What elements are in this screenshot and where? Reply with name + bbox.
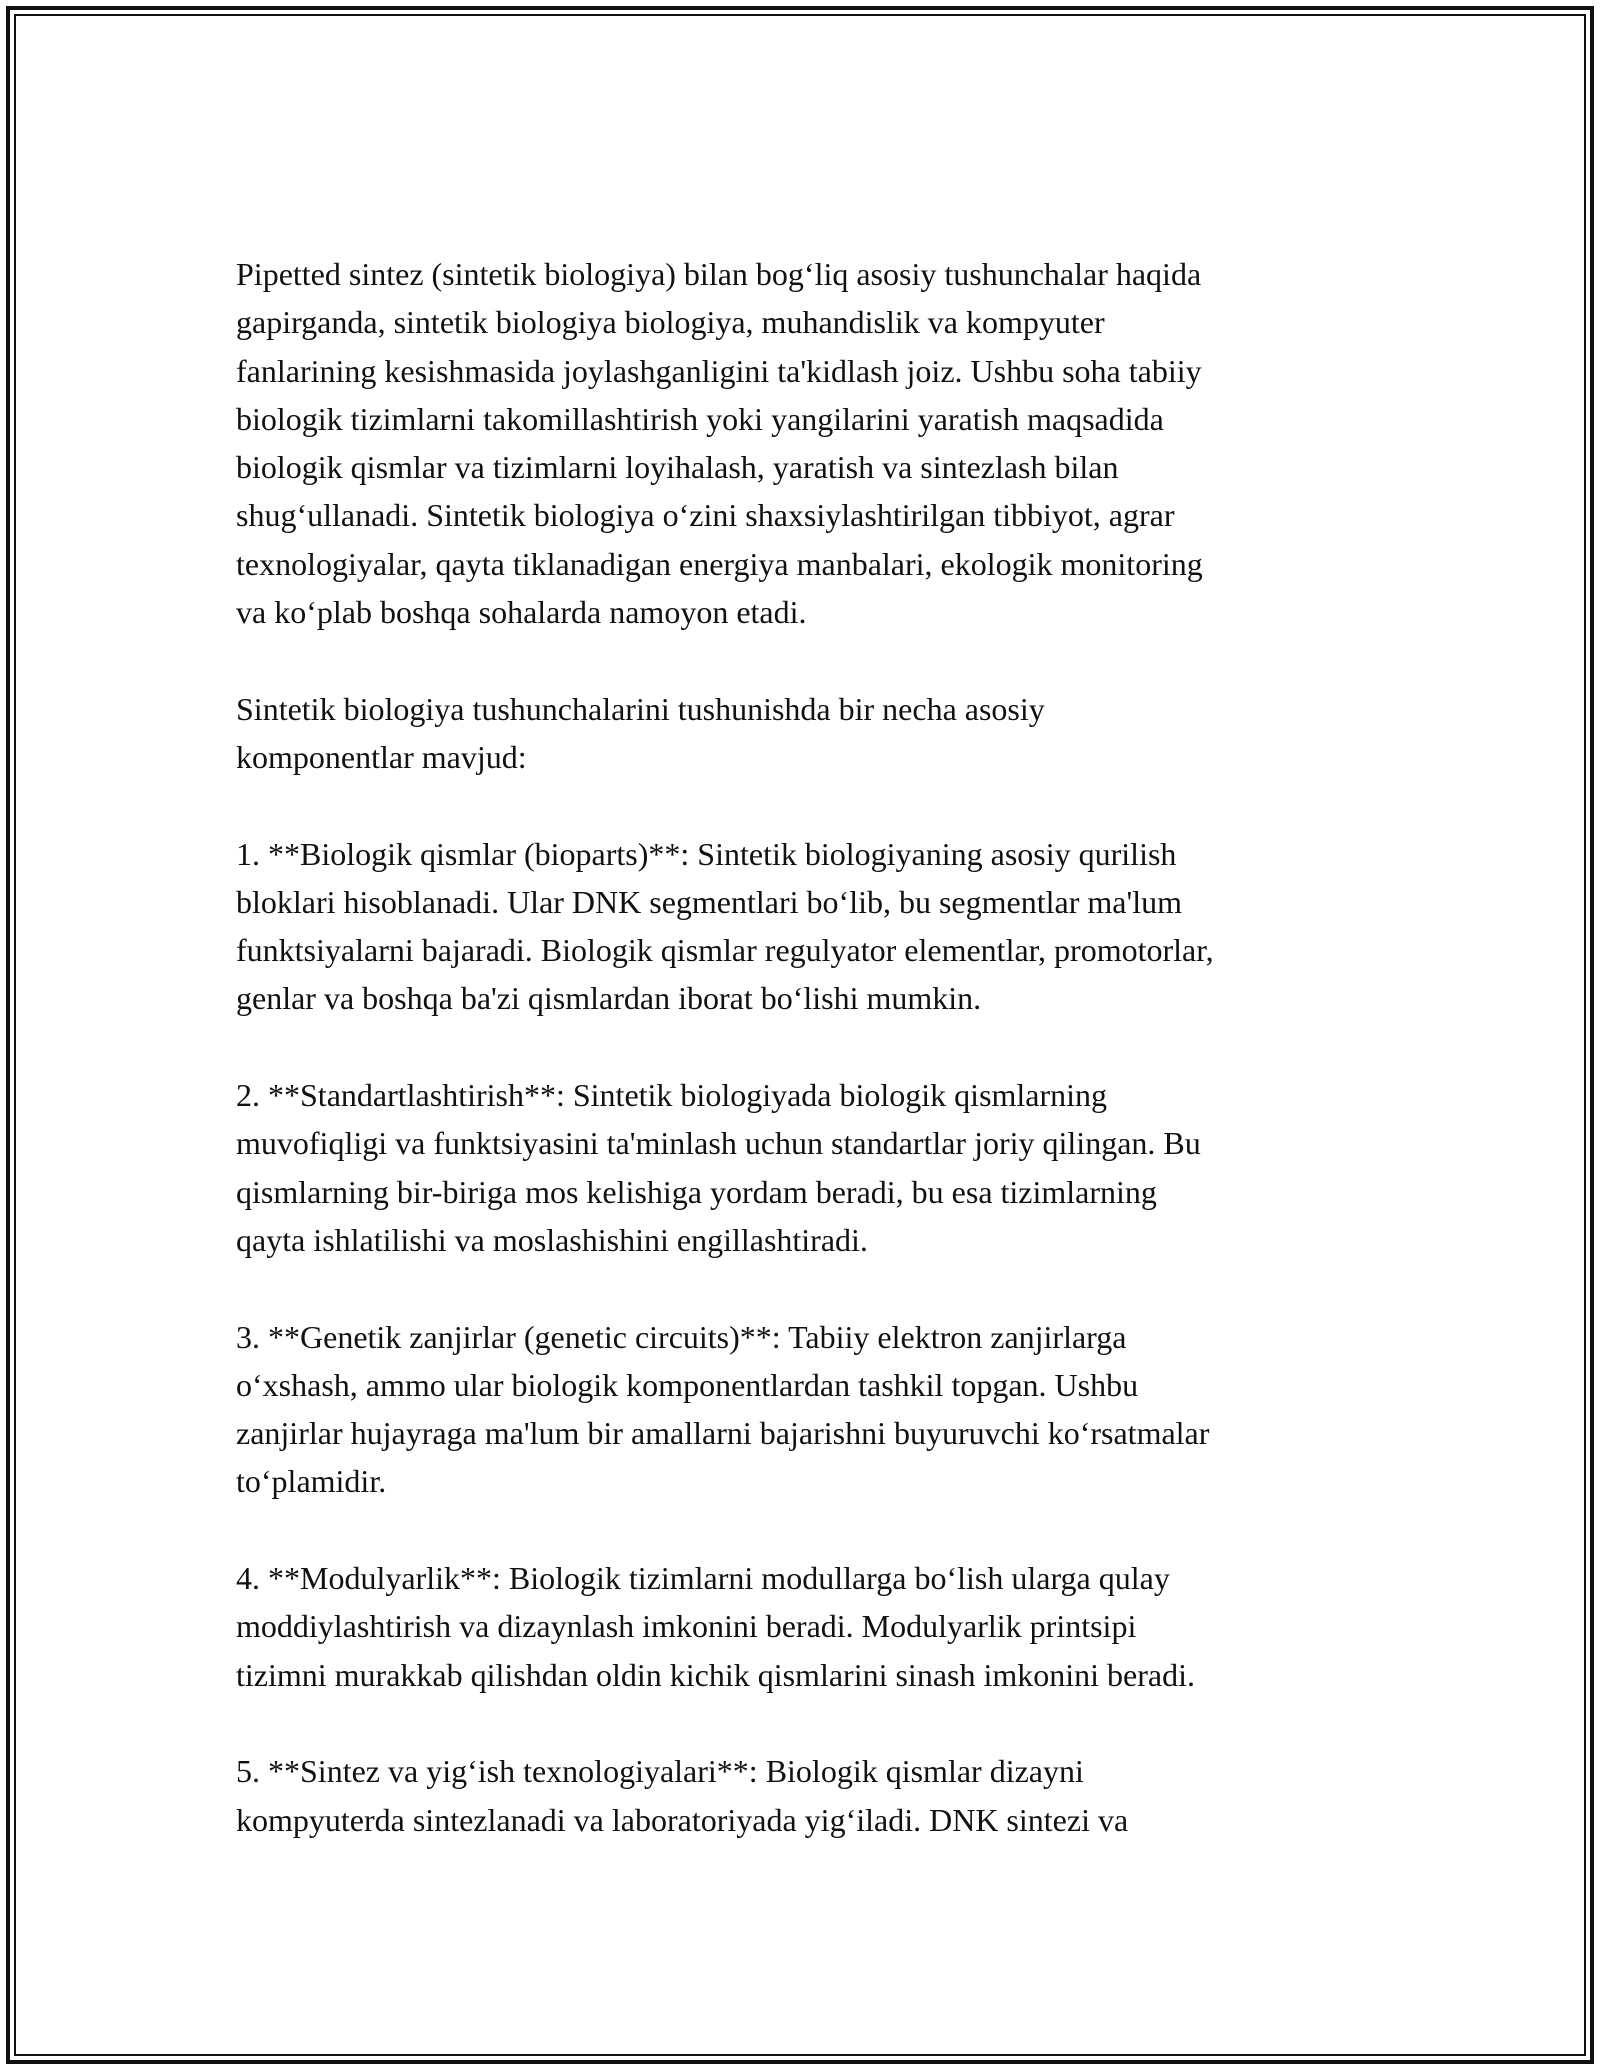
list-item-genetic-circuits: 3. **Genetik zanjirlar (genetic circuits)**: Tabiiy elektron zanjirlarga o‘xshash, ammo ular biologik komponentlardan tashkil topgan. Ushbu zanjirlar hujayraga ma'lum bir amallarni bajarishni buyuruvchi ko‘rsatmalar to‘plamidir. (236, 1318, 1210, 1500)
paragraph-intro: Pipetted sintez (sintetik biologiya) bilan bog‘liq asosiy tushunchalar haqida gapirganda, sintetik biologiya biologiya, muhandislik va kompyuter fanlarining kesishmasida joylashganligini ta'kidlash joiz. Ushbu soha tabiiy biologik tizimlarni takomillashtirish yoki yangilarini yaratish maqsadida biologik qismlar va tizimlarni loyihalash, yaratish va sintezlash bilan shug‘ullanadi. Sintetik biologiya o‘zini shaxsiylashtirilgan tibbiyot, agrar texnologiyalar, qayta tiklanadigan energiya manbalari, ekologik monitoring va ko‘plab boshqa sohalarda namoyon etadi. (236, 256, 1203, 631)
list-item-bioparts: 1. **Biologik qismlar (bioparts)**: Sintetik biologiyaning asosiy qurilish bloklari hisoblanadi. Ular DNK segmentlari bo‘lib, bu segmentlar ma'lum funktsiyalarni bajaradi. Biologik qismlar regulyator elementlar, promotorlar, genlar va boshqa ba'zi qismlardan iborat bo‘lishi mumkin. (236, 835, 1214, 1017)
document-body (236, 250, 1366, 1892)
list-item-synthesis: 5. **Sintez va yig‘ish texnologiyalari**: Biologik qismlar dizayni kompyuterda sintezlanadi va laboratoriyada yig‘iladi. DNK sintezi va (236, 1753, 1129, 1838)
list-item-standardization: 2. **Standartlashtirish**: Sintetik biologiyada biologik qismlarning muvofiqligi va funktsiyasini ta'minlash uchun standartlar joriy qilingan. Bu qismlarning bir-biriga mos kelishiga yordam beradi, bu esa tizimlarning qayta ishlatilishi va moslashishini engillashtiradi. (236, 1077, 1201, 1258)
list-item-modularity: 4. **Modulyarlik**: Biologik tizimlarni modullarga bo‘lish ularga qulay moddiylashtirish va dizaynlash imkonini beradi. Modulyarlik printsipi tizimni murakkab qilishdan oldin kichik qismlarini sinash imkonini beradi. (236, 1560, 1195, 1693)
paragraph-components-intro: Sintetik biologiya tushunchalarini tushunishda bir necha asosiy komponentlar mavjud: (236, 690, 1045, 775)
